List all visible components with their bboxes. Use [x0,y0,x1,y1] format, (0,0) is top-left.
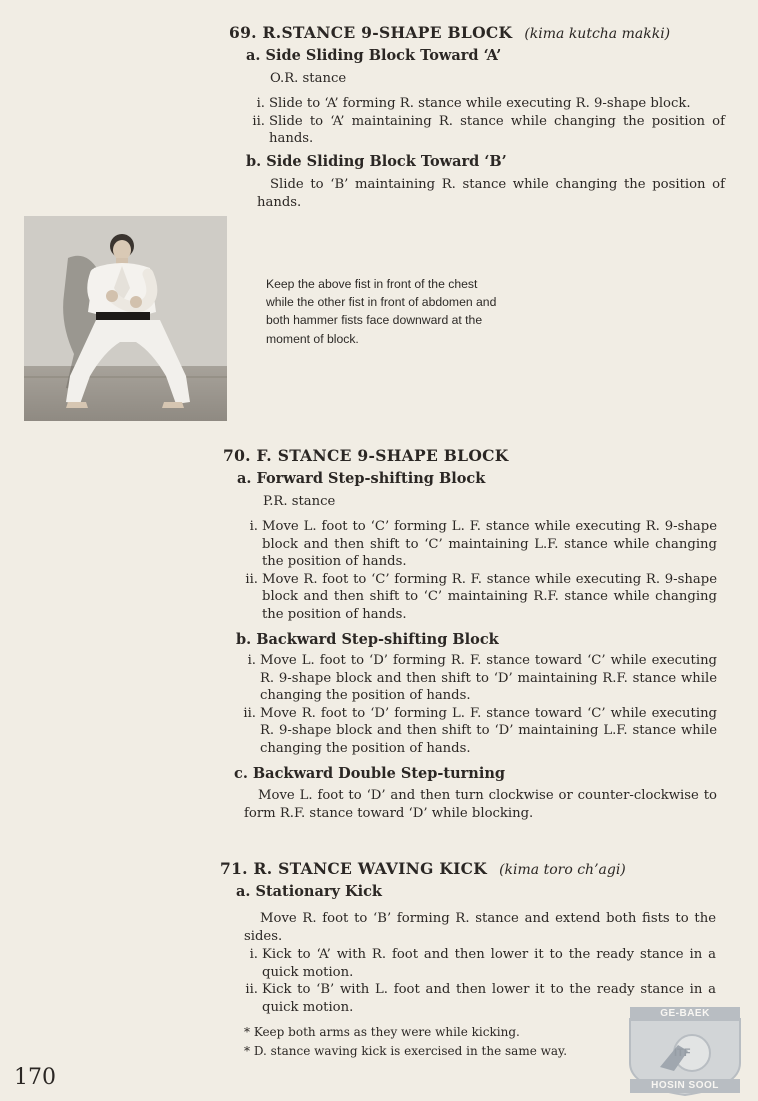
list-item [238,705,717,758]
item-text: Kick to ‘B’ with L. foot and then lower it to the ready stance in a quick motion. [262,982,716,1015]
item-number: i. [247,653,256,668]
section-69-title [229,23,670,42]
watermark-logo [620,1003,750,1097]
section-70a-title: a. Forward Step-shifting Block [237,470,486,487]
section-70c-title: c. Backward Double Step-turning [234,765,506,782]
karate-figure-image [24,216,227,421]
item-text: Move L. foot to ‘D’ forming R. F. stance toward ‘C’ while executing R. 9-shape block and then shift to ‘D’ maintaining R.F. stance while changing the position of hands. [260,653,717,703]
section-71-heading: 71. R. STANCE WAVING KICK [220,859,488,878]
watermark-top-text: GE-BAEK [660,1008,710,1019]
section-71-romanized: (kima toro ch’agi) [499,862,626,878]
list-item [240,518,717,571]
item-text: Move R. foot to ‘C’ forming R. F. stance while executing R. 9-shape block and then shift to ‘C’ maintaining R.F. stance while changing the position of hands. [262,571,717,622]
section-71-title [220,859,626,878]
section-69-heading: 69. R.STANCE 9-SHAPE BLOCK [229,23,513,42]
section-70-title: 70. F. STANCE 9-SHAPE BLOCK [223,446,509,465]
item-number: ii. [245,571,258,587]
item-number: i. [249,947,258,962]
section-70a-stance: P.R. stance [263,494,336,509]
section-70a-list [240,518,717,623]
section-69a-stance: O.R. stance [270,71,347,86]
item-number: i. [256,96,265,111]
list-item [240,946,716,981]
watermark-badge-text: ITF [674,1047,691,1059]
item-text: Slide to ‘A’ forming R. stance while executing R. 9-shape block. [269,96,691,111]
section-69a-title: a. Side Sliding Block Toward ‘A’ [246,47,502,64]
item-text: Move L. foot to ‘C’ forming L. F. stance while executing R. 9-shape block and then shift to ‘C’ maintaining L.F. stance while changing the position of hands. [262,519,717,569]
section-70c-text: Move L. foot to ‘D’ and then turn clockwise or counter-clockwise to form R.F. stance toward ‘D’ while blocking. [244,788,717,821]
photo-caption: Keep the above fist in front of the chest while the other fist in front of abdomen and both hammer fists face downward at the moment of block. [266,277,497,346]
list-item [247,113,725,148]
item-number: ii. [243,705,256,721]
note-2: * D. stance waving kick is exercised in the same way. [244,1044,568,1058]
section-71a-title: a. Stationary Kick [236,883,382,900]
list-item [240,571,717,624]
section-70b-list [238,652,717,757]
item-text: Slide to ‘A’ maintaining R. stance while changing the position of hands. [269,113,725,146]
section-69-romanized: (kima kutcha makki) [524,26,671,42]
note-1: * Keep both arms as they were while kicking. [244,1025,520,1039]
watermark-bottom-text: HOSIN SOOL [651,1080,719,1091]
section-69b-title: b. Side Sliding Block Toward ‘B’ [246,153,507,170]
item-text: Kick to ‘A’ with R. foot and then lower it to the ready stance in a quick motion. [262,947,716,980]
list-item [238,652,717,705]
section-69b-text: Slide to ‘B’ maintaining R. stance while changing the position of hands. [257,177,725,210]
section-71a-text: Move R. foot to ‘B’ forming R. stance and extend both fists to the sides. [244,911,716,944]
item-number: ii. [252,113,265,129]
item-text: Move R. foot to ‘D’ forming L. F. stance toward ‘C’ while executing R. 9-shape block and then shift to ‘D’ maintaining L.F. stance while changing the position of hands. [260,705,717,756]
item-number: ii. [245,982,258,997]
section-70b-title: b. Backward Step-shifting Block [236,631,499,648]
stance-photo [24,216,227,421]
page-number: 170 [14,1065,56,1090]
list-item [247,95,725,113]
item-number: i. [249,519,258,534]
section-69a-list [247,95,725,148]
